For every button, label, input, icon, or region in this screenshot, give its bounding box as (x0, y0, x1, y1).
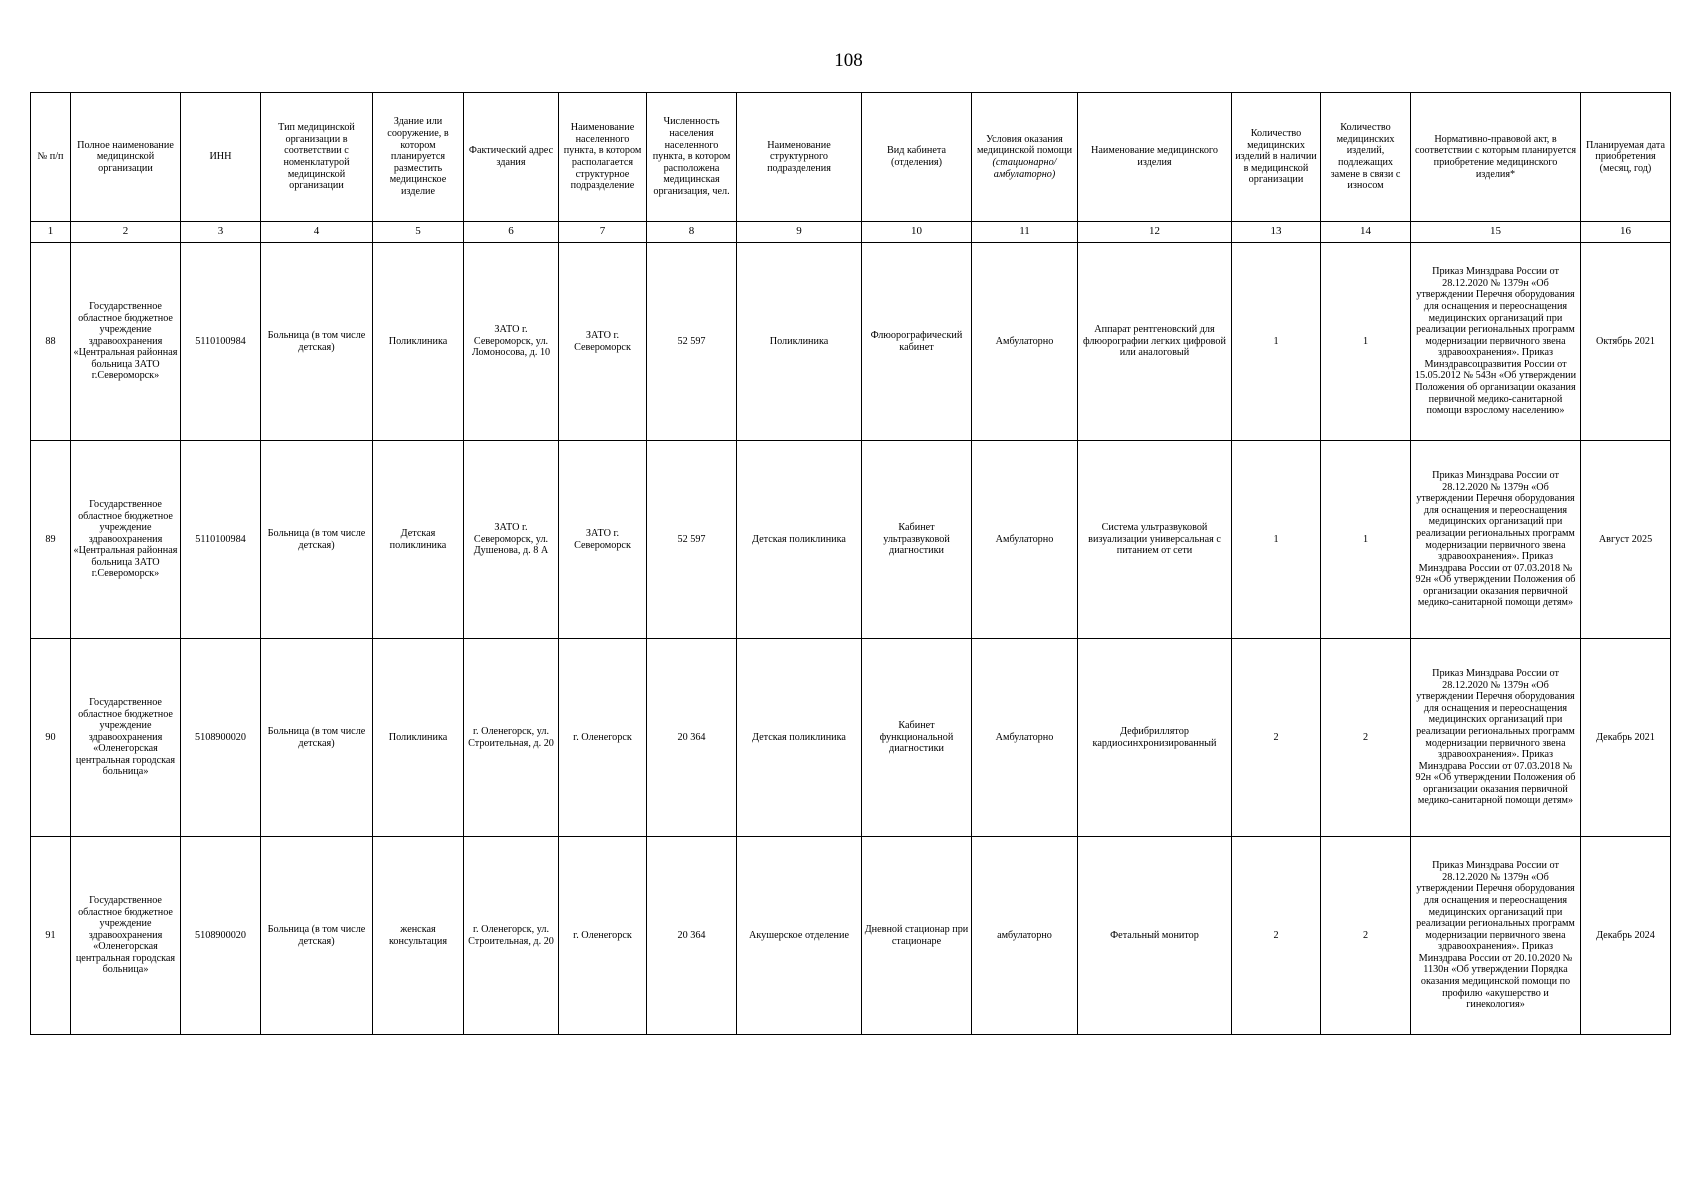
table-cell: 2 (1232, 837, 1321, 1035)
table-cell: г. Оленегорск (559, 837, 647, 1035)
column-number: 8 (647, 222, 737, 243)
header-row (31, 93, 1671, 222)
header-cell: Планируемая дата приобретения (месяц, год) (1581, 93, 1671, 222)
header-cell: Наименование медицинского изделия (1078, 93, 1232, 222)
table-cell: Дневной стационар при стационаре (862, 837, 972, 1035)
table-cell: Декабрь 2024 (1581, 837, 1671, 1035)
table-cell: Государственное областное бюджетное учреждение здравоохранения «Центральная районная больница ЗАТО г.Североморск» (71, 243, 181, 441)
header-cell: Фактический адрес здания (464, 93, 559, 222)
header-cell: № п/п (31, 93, 71, 222)
table-cell: ЗАТО г. Североморск, ул. Душенова, д. 8 А (464, 441, 559, 639)
column-number: 14 (1321, 222, 1411, 243)
table-cell: 20 364 (647, 639, 737, 837)
table-cell: 90 (31, 639, 71, 837)
table-cell: Приказ Минздрава России от 28.12.2020 № 1379н «Об утверждении Перечня оборудования для оснащения и переоснащения медицинских организаций при реализации региональных программ модернизации первичного звена здравоохранения». Приказ Минздрава России от 07.03.2018 № 92н «Об утверждении Положения об организации оказания первичной медико-санитарной помощи детям» (1411, 441, 1581, 639)
table-cell: Фетальный монитор (1078, 837, 1232, 1035)
table-cell: 1 (1232, 243, 1321, 441)
table-cell: Приказ Минздрава России от 28.12.2020 № 1379н «Об утверждении Перечня оборудования для оснащения и переоснащения медицинских организаций при реализации региональных программ модернизации первичного звена здравоохранения». Приказ Минздрава России от 20.10.2020 № 1130н «Об утверждении Порядка оказания медицинской помощи по профилю «акушерство и гинекология» (1411, 837, 1581, 1035)
table-cell: Акушерское отделение (737, 837, 862, 1035)
table-cell: 52 597 (647, 441, 737, 639)
table-cell: Август 2025 (1581, 441, 1671, 639)
table-cell: ЗАТО г. Североморск (559, 441, 647, 639)
header-cell: Количество медицинских изделий, подлежащих замене в связи с износом (1321, 93, 1411, 222)
table-cell: 1 (1232, 441, 1321, 639)
table-cell: Государственное областное бюджетное учреждение здравоохранения «Оленегорская центральная городская больница» (71, 639, 181, 837)
column-number: 4 (261, 222, 373, 243)
table-cell: 1 (1321, 441, 1411, 639)
table-cell: Поликлиника (373, 639, 464, 837)
table-cell: 52 597 (647, 243, 737, 441)
table-cell: Больница (в том числе детская) (261, 441, 373, 639)
column-number: 2 (71, 222, 181, 243)
table-cell: 1 (1321, 243, 1411, 441)
table-cell: Октябрь 2021 (1581, 243, 1671, 441)
column-number: 6 (464, 222, 559, 243)
column-number: 15 (1411, 222, 1581, 243)
table-cell: Амбулаторно (972, 441, 1078, 639)
header-cell: Численность населения населенного пункта, в котором расположена медицинская организация, чел. (647, 93, 737, 222)
table-cell: 89 (31, 441, 71, 639)
table-cell: Амбулаторно (972, 639, 1078, 837)
table-cell: Дефибриллятор кардиосинхронизированный (1078, 639, 1232, 837)
table-cell: 91 (31, 837, 71, 1035)
header-cell: Наименование структурного подразделения (737, 93, 862, 222)
page-number: 108 (834, 50, 863, 71)
table-cell: Поликлиника (737, 243, 862, 441)
table-cell: 5110100984 (181, 243, 261, 441)
table-cell: Приказ Минздрава России от 28.12.2020 № 1379н «Об утверждении Перечня оборудования для оснащения и переоснащения медицинских организаций при реализации региональных программ модернизации первичного звена здравоохранения». Приказ Минздрава России от 07.03.2018 № 92н «Об утверждении Положения об организации оказания первичной медико-санитарной помощи детям» (1411, 639, 1581, 837)
table-cell: Государственное областное бюджетное учреждение здравоохранения «Оленегорская центральная городская больница» (71, 837, 181, 1035)
medical-equipment-table (30, 92, 1671, 1035)
table-row (31, 441, 1671, 639)
table-cell: Детская поликлиника (737, 639, 862, 837)
table-cell: ЗАТО г. Североморск (559, 243, 647, 441)
table-cell: Детская поликлиника (373, 441, 464, 639)
table-cell: г. Оленегорск, ул. Строительная, д. 20 (464, 639, 559, 837)
table-row (31, 639, 1671, 837)
header-cell: Тип медицинской организации в соответствии с номенклатурой медицинской организации (261, 93, 373, 222)
header-cell: ИНН (181, 93, 261, 222)
table-cell: Флюорографический кабинет (862, 243, 972, 441)
table-cell: Поликлиника (373, 243, 464, 441)
column-number: 11 (972, 222, 1078, 243)
header-cell-italic-note: (стационарно/ амбулаторно) (992, 157, 1057, 180)
column-number: 10 (862, 222, 972, 243)
table-cell: г. Оленегорск (559, 639, 647, 837)
header-cell (972, 93, 1078, 222)
column-number: 7 (559, 222, 647, 243)
table-cell: Больница (в том числе детская) (261, 243, 373, 441)
header-cell-text: Условия оказания медицинской помощи (976, 133, 1073, 157)
table-cell: Аппарат рентгеновский для флюорографии легких цифровой или аналоговый (1078, 243, 1232, 441)
table-cell: Приказ Минздрава России от 28.12.2020 № 1379н «Об утверждении Перечня оборудования для оснащения и переоснащения медицинских организаций при реализации региональных программ модернизации первичного звена здравоохранения». Приказ Минздравсоцразвития России от 15.05.2012 № 543н «Об утверждении Положения об организации оказания первичной медико-санитарной помощи взрослому населению» (1411, 243, 1581, 441)
table-cell: амбулаторно (972, 837, 1078, 1035)
table-cell: Детская поликлиника (737, 441, 862, 639)
table-cell: 20 364 (647, 837, 737, 1035)
table-cell: 2 (1321, 837, 1411, 1035)
table-cell: 88 (31, 243, 71, 441)
table-cell: 5108900020 (181, 639, 261, 837)
table-cell: Амбулаторно (972, 243, 1078, 441)
table-cell: Декабрь 2021 (1581, 639, 1671, 837)
column-number-row (31, 222, 1671, 243)
header-cell: Количество медицинских изделий в наличии в медицинской организации (1232, 93, 1321, 222)
table-row (31, 837, 1671, 1035)
table-cell: г. Оленегорск, ул. Строительная, д. 20 (464, 837, 559, 1035)
table-cell: Больница (в том числе детская) (261, 639, 373, 837)
table-cell: Система ультразвуковой визуализации универсальная с питанием от сети (1078, 441, 1232, 639)
header-cell: Полное наименование медицинской организации (71, 93, 181, 222)
header-cell: Здание или сооружение, в котором планируется разместить медицинское изделие (373, 93, 464, 222)
column-number: 3 (181, 222, 261, 243)
header-cell: Нормативно-правовой акт, в соответствии с которым планируется приобретение медицинского изделия* (1411, 93, 1581, 222)
column-number: 12 (1078, 222, 1232, 243)
column-number: 13 (1232, 222, 1321, 243)
table-cell: 2 (1321, 639, 1411, 837)
table-cell: Больница (в том числе детская) (261, 837, 373, 1035)
table-cell: 5108900020 (181, 837, 261, 1035)
table-cell: 2 (1232, 639, 1321, 837)
table-cell: Кабинет функциональной диагностики (862, 639, 972, 837)
header-cell: Вид кабинета (отделения) (862, 93, 972, 222)
header-cell: Наименование населенного пункта, в котором располагается структурное подразделение (559, 93, 647, 222)
table-cell: 5110100984 (181, 441, 261, 639)
table-cell: Государственное областное бюджетное учреждение здравоохранения «Центральная районная больница ЗАТО г.Североморск» (71, 441, 181, 639)
table-row (31, 243, 1671, 441)
table-cell: Кабинет ультразвуковой диагностики (862, 441, 972, 639)
column-number: 5 (373, 222, 464, 243)
column-number: 1 (31, 222, 71, 243)
column-number: 16 (1581, 222, 1671, 243)
column-number: 9 (737, 222, 862, 243)
table-cell: ЗАТО г. Североморск, ул. Ломоносова, д. 10 (464, 243, 559, 441)
table-cell: женская консультация (373, 837, 464, 1035)
